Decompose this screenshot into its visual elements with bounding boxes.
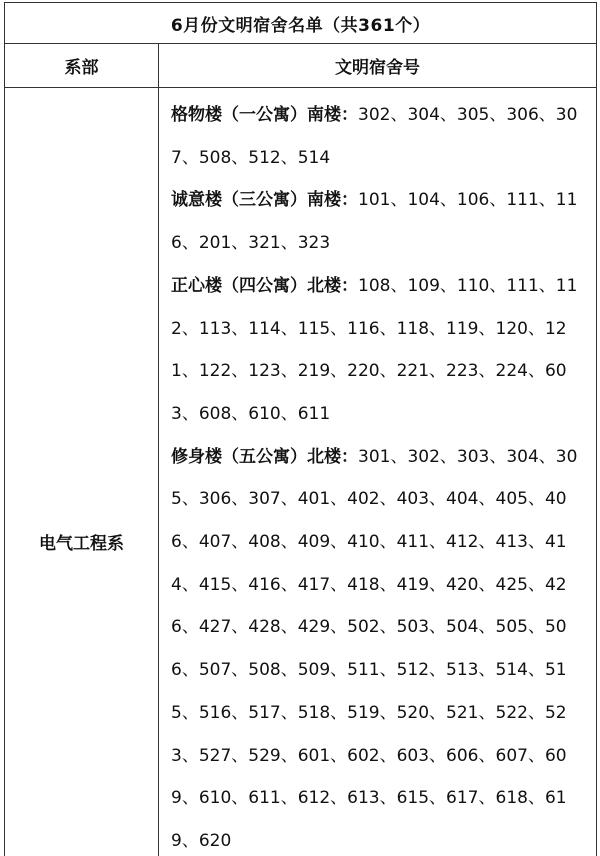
building-entry (171, 94, 588, 179)
room-list: 101、104、106、111、116、201、321、323 (171, 190, 578, 254)
room-list: 302、304、305、306、307、508、512、514 (171, 105, 578, 168)
building-entry (171, 265, 588, 436)
dorm-list-cell (159, 88, 597, 856)
title-row (5, 3, 597, 44)
building-name: 正心楼（四公寓）北楼： (171, 275, 358, 296)
room-list: 108、109、110、111、112、113、114、115、116、118、119、120、121、122、123、219、220、221、223、224、603、608、610、611 (171, 275, 578, 424)
building-name: 修身楼（五公寓）北楼： (171, 446, 358, 467)
dorm-roster-table (4, 2, 597, 856)
department-header: 系部 (5, 44, 159, 88)
dorms-header: 文明宿舍号 (159, 44, 597, 88)
building-entry (171, 179, 588, 264)
building-name: 格物楼（一公寓）南楼： (171, 105, 358, 125)
room-list: 301、302、303、304、305、306、307、401、402、403、404、405、406、407、408、409、410、411、412、413、414、415、416、417、418、419、420、425、426、427、428、429、502、503、504、505、506、507、508、509、511、512、513、514、515、516、517、518、519、520、521、522、523、527、529、601、602、603、606、607、609、610、611、612、613、615、617、618、619、620 (171, 446, 578, 851)
table-title: 6月份文明宿舍名单（共361个） (5, 3, 597, 44)
table-row (5, 88, 597, 856)
header-row (5, 44, 597, 88)
building-entry (171, 436, 588, 856)
department-name: 电气工程系 (5, 88, 159, 856)
building-name: 诚意楼（三公寓）南楼： (171, 190, 358, 211)
